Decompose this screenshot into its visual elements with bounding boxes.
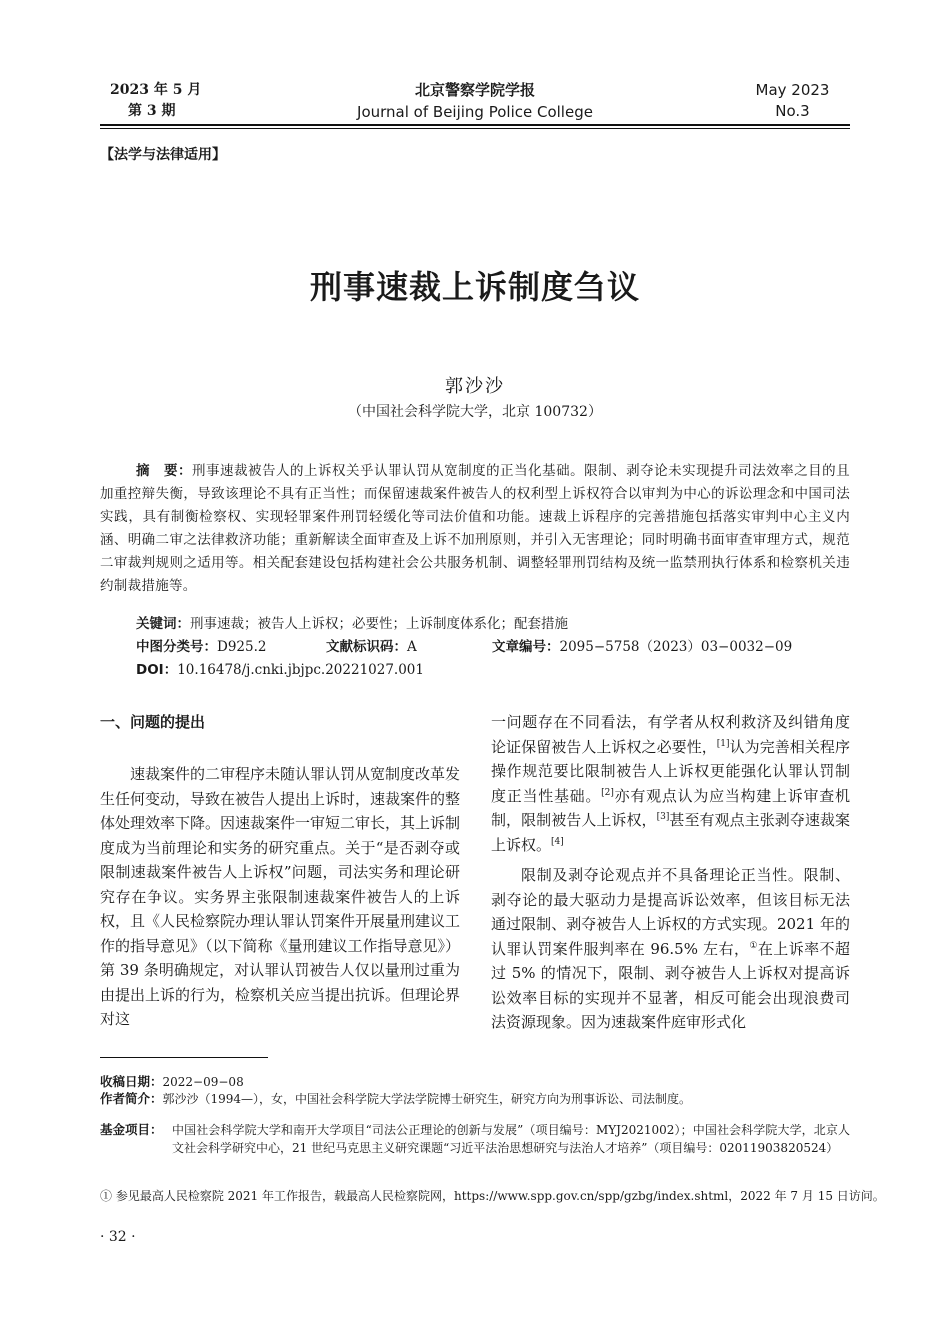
- page-number: · 32 ·: [100, 1229, 136, 1245]
- header-rule-thick: [100, 124, 850, 126]
- article-title: 刑事速裁上诉制度刍议: [309, 268, 640, 306]
- author-name: 郭沙沙: [445, 376, 505, 397]
- author-affiliation: （中国社会科学院大学，北京 100732）: [348, 404, 602, 420]
- article-value: 2095−5758（2023）03−0032−09: [559, 639, 793, 655]
- keywords: [136, 613, 568, 635]
- header-date-cn: 2023 年 5 月: [110, 82, 202, 98]
- fund-label: 基金项目：: [100, 1122, 163, 1137]
- author-bio: [100, 1090, 691, 1108]
- body-paragraph: 速裁案件的二审程序未随认罪认罚从宽制度改革发生任何变动，导致在被告人提出上诉时，速裁案件的整体处理效率下降。因速裁案件一审短二审长，其上诉制度成为当前理论和实务的研究重点。关于“是否剥夺或限制速裁案件被告人上诉权”问题，司法实务和理论研究存在争议。实务界主张限制速裁案件被告人的上诉权，且《人民检察院办理认罪认罚案件开展量刑建议工作的指导意见》（以下简称《量刑建议工作指导意见》）第 39 条明确规定，对认罪认罚被告人仅以量刑过重为由提出上诉的行为，检察机关应当提出抗诉。但理论界对这: [100, 765, 461, 1028]
- clc-code: [136, 636, 266, 658]
- body-column-left: [100, 762, 460, 1032]
- abstract-text: 刑事速裁被告人的上诉权关乎认罪认罚从宽制度的正当化基础。限制、剥夺论未实现提升司法效率之目的且加重控辩失衡，导致该理论不具有正当性；而保留速裁案件被告人的权利型上诉权符合以审判为中心的诉讼理念和中国司法实践，具有制衡检察权、实现轻罪案件刑罚轻缓化等司法价值和功能。速裁上诉程序的完善措施包括落实审判中心主义内涵、明确二审之法律救济功能；重新解读全面审查及上诉不加刑原则，并引入无害理论；同时明确书面审查审理方式，规范二审裁判规则之适用等。相关配套建设包括构建社会公共服务机制、调整轻罪刑罚结构及统一监禁刑执行体系和检察机关违约制裁措施等。: [100, 463, 850, 594]
- citation-ref[interactable]: [2]: [601, 787, 614, 798]
- doc-value: A: [407, 639, 417, 655]
- clc-value: D925.2: [217, 639, 267, 655]
- body-text: 在上诉率不超过 5% 的情况下，限制、剥夺被告人上诉权对提高诉讼效率目标的实现并不显著，相反可能会出现浪费司法资源现象。因为速裁案件庭审形式化: [491, 939, 850, 1031]
- fund-value: 中国社会科学院大学和南开大学项目“司法公正理论的创新与发展”（项目编号：MYJ2021002）；中国社会科学院大学，北京人文社会科学研究中心，21 世纪马克思主义研究课题“习近平法治思想研究与法治人才培养”（项目编号：02011903820524）: [172, 1123, 850, 1155]
- keywords-text: 刑事速裁；被告人上诉权；必要性；上诉制度体系化；配套措施: [190, 616, 568, 632]
- section-tag: 【法学与法律适用】: [100, 147, 226, 163]
- journal-name-cn: 北京警察学院学报: [414, 81, 535, 99]
- bio-label: 作者简介：: [100, 1091, 163, 1106]
- citation-ref[interactable]: [3]: [656, 812, 670, 822]
- journal-name-en: Journal of Beijing Police College: [357, 103, 593, 121]
- doi-link[interactable]: 10.16478/j.cnki.jbjpc.20221027.001: [177, 662, 424, 678]
- received-label: 收稿日期：: [100, 1074, 163, 1089]
- body-text: 限制及剥夺论观点并不具备理论正当性。限制、剥夺论的最大驱动力是提高诉讼效率，但该目标无法通过限制、剥夺被告人上诉权的方式实现。2021 年的认罪认罚案件服判率在 96.5% 左右，: [491, 866, 850, 958]
- article-number: [492, 636, 792, 658]
- section-heading: 一、问题的提出: [100, 713, 206, 731]
- doc-label: 文献标识码：: [326, 639, 407, 655]
- document-code: [326, 636, 417, 658]
- header-center: [300, 80, 650, 123]
- funding-info: [100, 1121, 850, 1155]
- header-rule-thin: [100, 128, 850, 129]
- footnote-1: ① 参见最高人民检察院 2021 年工作报告，载最高人民检察院网，https://www.spp.gov.cn/spp/gzbg/index.shtml，2022 年 7 月 15 日访问。: [100, 1189, 885, 1203]
- doi-label: DOI：: [136, 662, 178, 678]
- abstract-label: 摘 要：: [136, 463, 193, 479]
- clc-label: 中图分类号：: [136, 639, 217, 655]
- footnote-rule: [100, 1057, 268, 1058]
- body-text: 亦有观点认为应当构建上诉审查机制，限制被告人上诉权，: [491, 786, 850, 829]
- body-text: 认为完善相关程序操作规范要比限制被告人上诉权更能强化认罪认罚制度正当性基础。: [491, 737, 850, 805]
- header-issue-cn: 第 3 期: [128, 103, 176, 119]
- header-right: [740, 80, 845, 122]
- footnote-mark[interactable]: ①: [749, 940, 758, 951]
- body-text: 甚至有观点主张剥夺速裁案上诉权。: [491, 811, 850, 854]
- header-left: [110, 80, 230, 122]
- received-value: 2022−09−08: [162, 1075, 244, 1089]
- article-label: 文章编号：: [492, 639, 560, 655]
- body-paragraph: [491, 863, 850, 1035]
- header-issue-en: No.3: [775, 102, 810, 120]
- body-paragraph: [491, 710, 850, 857]
- citation-ref[interactable]: [1]: [716, 738, 730, 749]
- keywords-label: 关键词：: [136, 616, 190, 632]
- citation-ref[interactable]: [4]: [551, 836, 564, 847]
- abstract: [100, 460, 850, 598]
- bio-value: 郭沙沙（1994—），女，中国社会科学院大学法学院博士研究生，研究方向为刑事诉讼、司法制度。: [162, 1092, 692, 1106]
- received-date: [100, 1073, 244, 1091]
- doi: [136, 659, 424, 681]
- header-date-en: May 2023: [755, 81, 830, 99]
- body-column-right: [491, 710, 850, 1035]
- body-text: 一问题存在不同看法，有学者从权利救济及纠错角度论证保留被告人上诉权之必要性，: [491, 713, 850, 756]
